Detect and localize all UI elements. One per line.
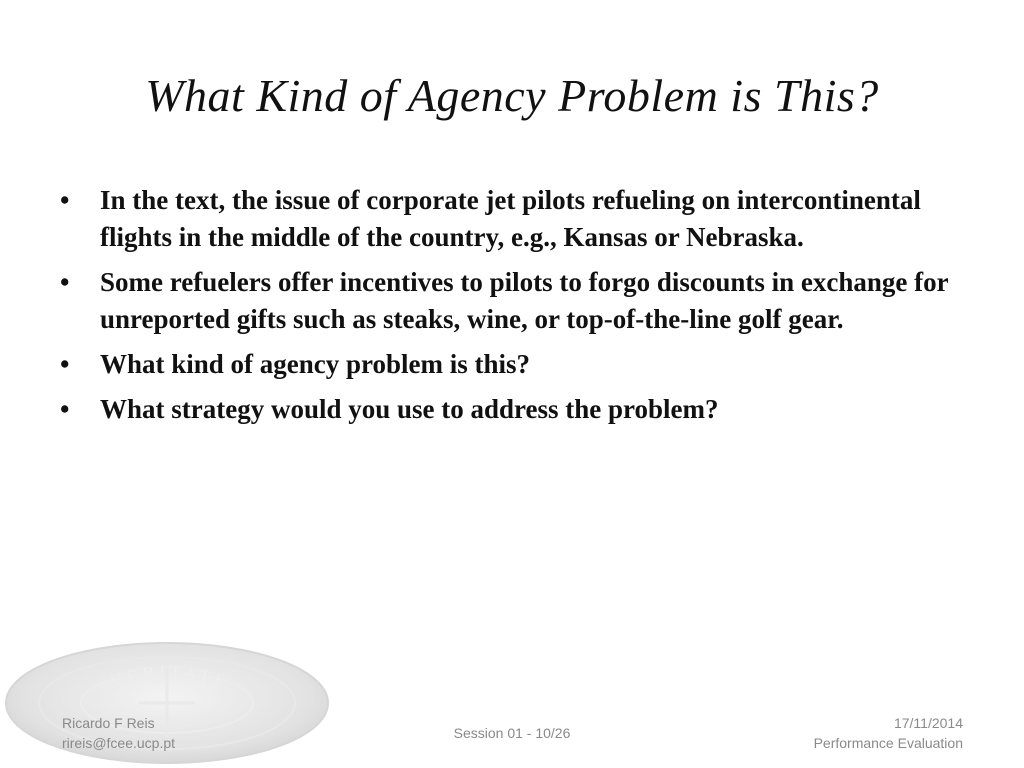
bullet-item [60,391,960,428]
bullet-text: What kind of agency problem is this? [100,349,531,379]
footer-topic: Performance Evaluation [813,735,963,751]
bullet-item [60,264,960,338]
seal-text: VERITATI [107,661,227,693]
bullet-marker: • [60,267,70,297]
bullet-marker: • [60,394,70,424]
slide-title: What Kind of Agency Problem is This? [145,70,879,121]
footer-author: Ricardo F Reis [62,715,155,731]
bullet-text: Some refuelers offer incentives to pilots to forgo discounts in exchange for unreported gifts such as steaks, wine, or top-of-the-line golf gear. [100,267,949,334]
footer-session-label: Session 01 - 10/26 [453,725,571,741]
footer-date-block [814,713,963,753]
bullet-marker: • [60,185,70,215]
footer-email: rireis@fcee.ucp.pt [62,735,176,751]
bullet-text: In the text, the issue of corporate jet pilots refueling on intercontinental flights in the middle of the country, e.g., Kansas or Nebraska. [100,185,921,252]
bullet-item [60,346,960,383]
bullet-marker: • [60,349,70,379]
bullet-list [60,182,960,436]
bullet-item [60,182,960,256]
footer-date: 17/11/2014 [893,715,963,731]
bullet-text: What strategy would you use to address the problem? [100,394,719,424]
